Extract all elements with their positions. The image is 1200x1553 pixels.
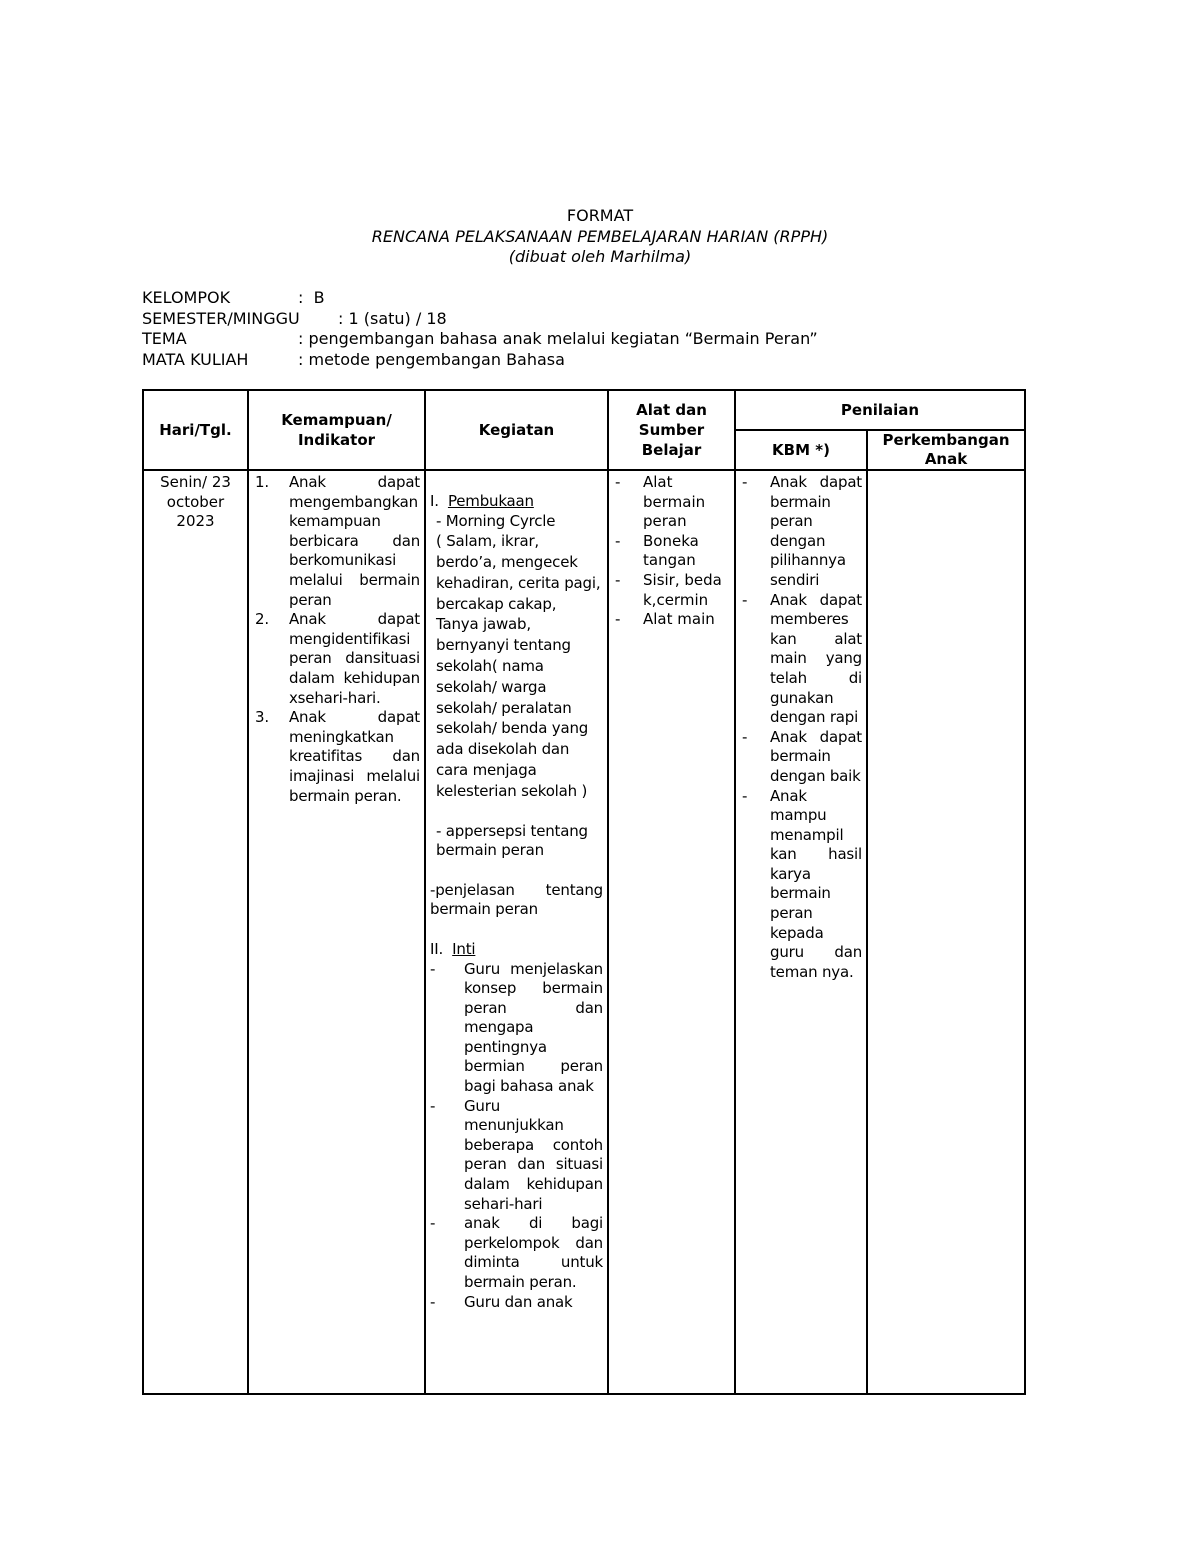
info-tema: TEMA : pengembangan bahasa anak melalui kegiatan “Bermain Peran” — [142, 329, 818, 348]
cell-kbm — [735, 470, 867, 1394]
list-item: - Anak mampu menampil kan hasil karya bermain peran kepada guru dan teman nya. — [742, 786, 862, 981]
info-semester: SEMESTER/MINGGU : 1 (satu) / 18 — [142, 309, 447, 328]
appersepsi: - appersepsi tentang bermain peran — [436, 821, 588, 860]
list-item: - Anak dapat bermain peran dengan pilihannya sendiri — [742, 473, 862, 589]
header-penilaian: Penilaian — [735, 390, 1025, 430]
list-item: - Anak dapat bermain dengan baik — [742, 727, 862, 785]
list-item: - anak di bagi perkelompok dan diminta untuk bermain peran. — [430, 1214, 603, 1292]
section-pembukaan: I. Pembukaan — [430, 492, 534, 510]
rpph-table — [142, 389, 1026, 1395]
doc-title-format: FORMAT — [566, 206, 634, 225]
cell-kegiatan — [425, 470, 608, 1394]
header-perkembangan: Perkembangan Anak — [867, 430, 1025, 470]
header-kbm: KBM *) — [735, 430, 867, 470]
list-item: - Sisir, bedak,cermin — [615, 570, 722, 609]
list-item: 3. Anak dapat meningkatkan kreatifitas dan imajinasi melalui bermain peran. — [255, 708, 420, 805]
section-inti: II. Inti — [430, 939, 476, 958]
penjelasan: -penjelasan tentang bermain peran — [430, 880, 603, 919]
morning-circle: - Morning Cyrcle — [436, 511, 556, 530]
cell-kemampuan — [248, 470, 425, 1394]
morning-detail: ( Salam, ikrar, berdo’a, mengecek kehadiran, cerita pagi, bercakap cakap, Tanya jawab, bernyanyi tentang sekolah( nama sekolah/ warga sekolah/ peralatan sekolah/ benda yang ada disekolah dan cara menjaga kelesterian sekolah ) — [436, 532, 601, 800]
list-item: - Guru menunjukkan beberapa contoh peran dan situasi dalam kehidupan sehari-hari — [430, 1096, 603, 1213]
doc-title-rpph: RENCANA PELAKSANAAN PEMBELAJARAN HARIAN (RPPH) — [371, 227, 829, 246]
list-item: - Boneka tangan — [615, 531, 699, 570]
cell-perkembangan — [867, 470, 1025, 1394]
hari-tanggal: Senin/ 23 october 2023 — [160, 473, 231, 531]
list-item: 1. Anak dapat mengembangkan kemampuan berbicara dan berkomunikasi melalui bermain peran — [255, 473, 420, 609]
info-mata-kuliah: MATA KULIAH : metode pengembangan Bahasa — [142, 350, 565, 369]
list-item: - Alat main — [615, 610, 715, 629]
list-item: 2. Anak dapat mengidentifikasi peran dansituasi dalam kehidupan xsehari-hari. — [255, 610, 420, 707]
doc-subtitle: (dibuat oleh Marhilma) — [508, 247, 692, 266]
header-kemampuan: Kemampuan/ Indikator — [248, 390, 425, 470]
header-kegiatan: Kegiatan — [425, 390, 608, 470]
list-item: - Guru menjelaskan konsep bermain peran dan mengapa pentingnya bermian peran bagi bahasa anak — [430, 959, 603, 1096]
list-item: - Anak dapat memberes kan alat main yang telah di gunakan dengan rapi — [742, 590, 862, 727]
header-hari: Hari/Tgl. — [143, 390, 248, 470]
header-alat: Alat dan Sumber Belajar — [608, 390, 735, 470]
cell-alat — [608, 470, 735, 1394]
cell-hari — [143, 470, 248, 1394]
list-item: - Guru dan anak — [430, 1292, 573, 1311]
list-item: - Alat bermain peran — [615, 473, 706, 531]
info-kelompok: KELOMPOK : B — [142, 288, 325, 307]
